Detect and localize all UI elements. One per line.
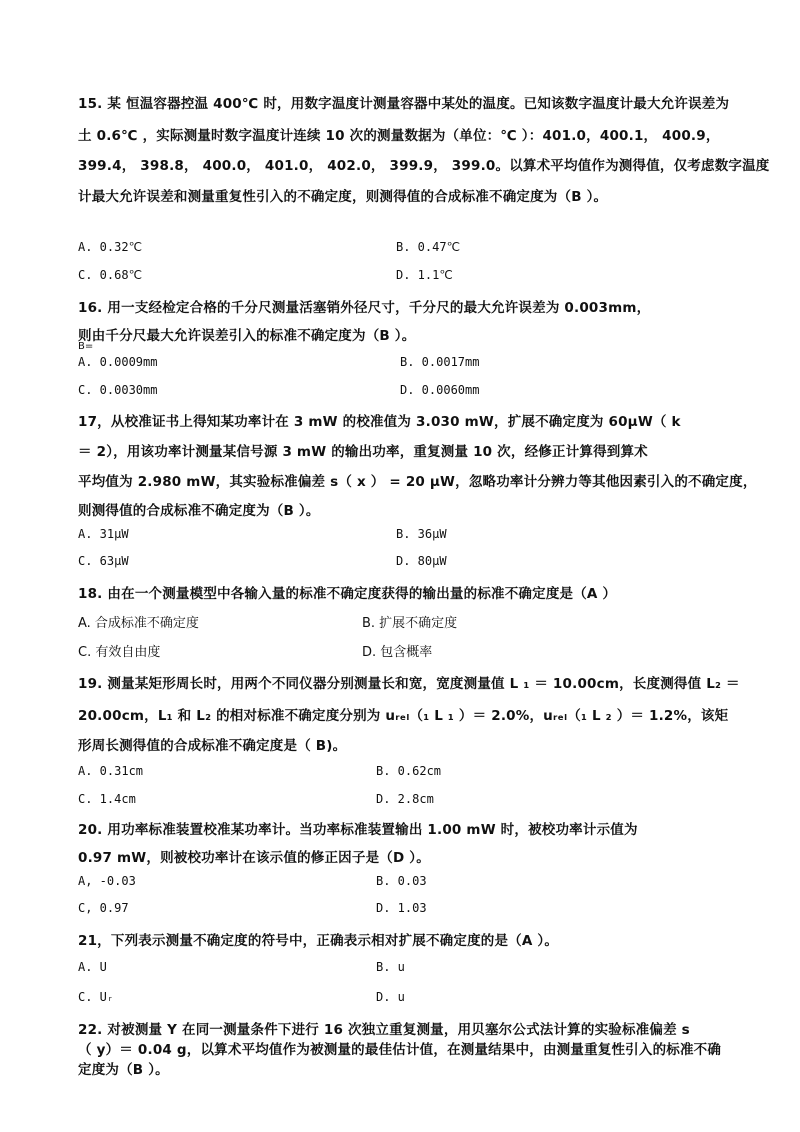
- q21-option-c: C. Uᵣ: [78, 990, 115, 1004]
- q18-option-d: D. 包含概率: [362, 645, 433, 660]
- q17-line-1: 17，从校准证书上得知某功率计在 3 mW 的校准值为 3.030 mW，扩展不确定度为 60μW（ k: [78, 414, 681, 430]
- q20-option-d: D. 1.03: [376, 901, 427, 915]
- q21-option-b: B. u: [376, 960, 405, 974]
- q15-line-3: 399.4， 398.8， 400.0， 401.0， 402.0， 399.9， 399.0。以算术平均值作为测得值，仅考虑数字温度: [78, 158, 770, 174]
- q17-option-d: D. 80μW: [396, 554, 447, 568]
- q17-option-b: B. 36μW: [396, 527, 447, 541]
- q18-option-a: A. 合成标准不确定度: [78, 616, 199, 631]
- q22-line-3: 定度为（B ）。: [78, 1062, 169, 1078]
- q19-line-3: 形周长测得值的合成标准不确定度是（ B)。: [78, 738, 347, 754]
- q19-option-c: C. 1.4cm: [78, 792, 136, 806]
- q15-line-1: 15. 某 恒温容器控温 400℃ 时，用数字温度计测量容器中某处的温度。已知该数字温度计最大允许误差为: [78, 96, 730, 112]
- q22-line-1: 22. 对被测量 Y 在同一测量条件下进行 16 次独立重复测量，用贝塞尔公式法计算的实验标准偏差 s: [78, 1022, 690, 1038]
- q15-option-a: A. 0.32℃: [78, 240, 143, 254]
- q15-line-4: 计最大允许误差和测量重复性引入的不确定度，则测得值的合成标准不确定度为（B ）。: [78, 189, 608, 205]
- q16-line-2: 则由千分尺最大允许误差引入的标准不确定度为（B ）。: [78, 328, 416, 344]
- q17-option-a: A. 31μW: [78, 527, 129, 541]
- q17-option-c: C. 63μW: [78, 554, 129, 568]
- q16-line-1: 16. 用一支经检定合格的千分尺测量活塞销外径尺寸，千分尺的最大允许误差为 0.003mm，: [78, 300, 651, 316]
- q20-option-a: A, -0.03: [78, 874, 136, 888]
- q18-option-b: B. 扩展不确定度: [362, 616, 458, 631]
- q21-option-d: D. u: [376, 990, 405, 1004]
- q16-option-c: C. 0.0030mm: [78, 383, 158, 397]
- q20-option-b: B. 0.03: [376, 874, 427, 888]
- q17-line-2: ＝ 2），用该功率计测量某信号源 3 mW 的输出功率，重复测量 10 次，经修正计算得到算术: [78, 444, 648, 460]
- q16-option-d: D. 0.0060mm: [400, 383, 480, 397]
- q15-option-d: D. 1.1℃: [396, 268, 453, 282]
- q15-line-2: 土 0.6℃ ，实际测量时数字温度计连续 10 次的测量数据为（单位：℃ ）：401.0，400.1， 400.9，: [78, 128, 720, 144]
- q19-option-d: D. 2.8cm: [376, 792, 434, 806]
- q19-option-b: B. 0.62cm: [376, 764, 442, 778]
- q19-line-1: 19. 测量某矩形周长时，用两个不同仪器分别测量长和宽，宽度测量值 L ₁ ＝ 10.00cm，长度测得值 L₂ ＝: [78, 676, 740, 692]
- q19-line-2: 20.00cm，L₁ 和 L₂ 的相对标准不确定度分别为 uᵣₑₗ（₁ L ₁ ）＝ 2.0%，uᵣₑₗ（₁ L ₂ ）＝ 1.2%，该矩: [78, 708, 729, 724]
- q16-note: B=: [78, 341, 94, 352]
- q15-option-c: C. 0.68℃: [78, 268, 143, 282]
- q22-line-2: （ y）＝ 0.04 g，以算术平均值作为被测量的最佳估计值，在测量结果中，由测量重复性引入的标准不确: [78, 1042, 722, 1058]
- q16-option-b: B. 0.0017mm: [400, 355, 480, 369]
- q18-option-c: C. 有效自由度: [78, 645, 161, 660]
- q21-line-1: 21，下列表示测量不确定度的符号中，正确表示相对扩展不确定度的是（A ）。: [78, 933, 559, 949]
- q17-line-4: 则测得值的合成标准不确定度为（B ）。: [78, 503, 320, 519]
- q18-line-1: 18. 由在一个测量模型中各输入量的标准不确定度获得的输出量的标准不确定度是（A ）: [78, 586, 617, 602]
- q20-line-1: 20. 用功率标准装置校准某功率计。当功率标准装置输出 1.00 mW 时，被校功率计示值为: [78, 822, 638, 838]
- q20-line-2: 0.97 mW，则被校功率计在该示值的修正因子是（D ）。: [78, 850, 430, 866]
- q15-option-b: B. 0.47℃: [396, 240, 461, 254]
- q19-option-a: A. 0.31cm: [78, 764, 144, 778]
- q20-option-c: C, 0.97: [78, 901, 129, 915]
- q17-line-3: 平均值为 2.980 mW，其实验标准偏差 s（ x ） = 20 μW，忽略功率计分辨力等其他因素引入的不确定度，: [78, 474, 757, 490]
- q16-option-a: A. 0.0009mm: [78, 355, 158, 369]
- q21-option-a: A. U: [78, 960, 107, 974]
